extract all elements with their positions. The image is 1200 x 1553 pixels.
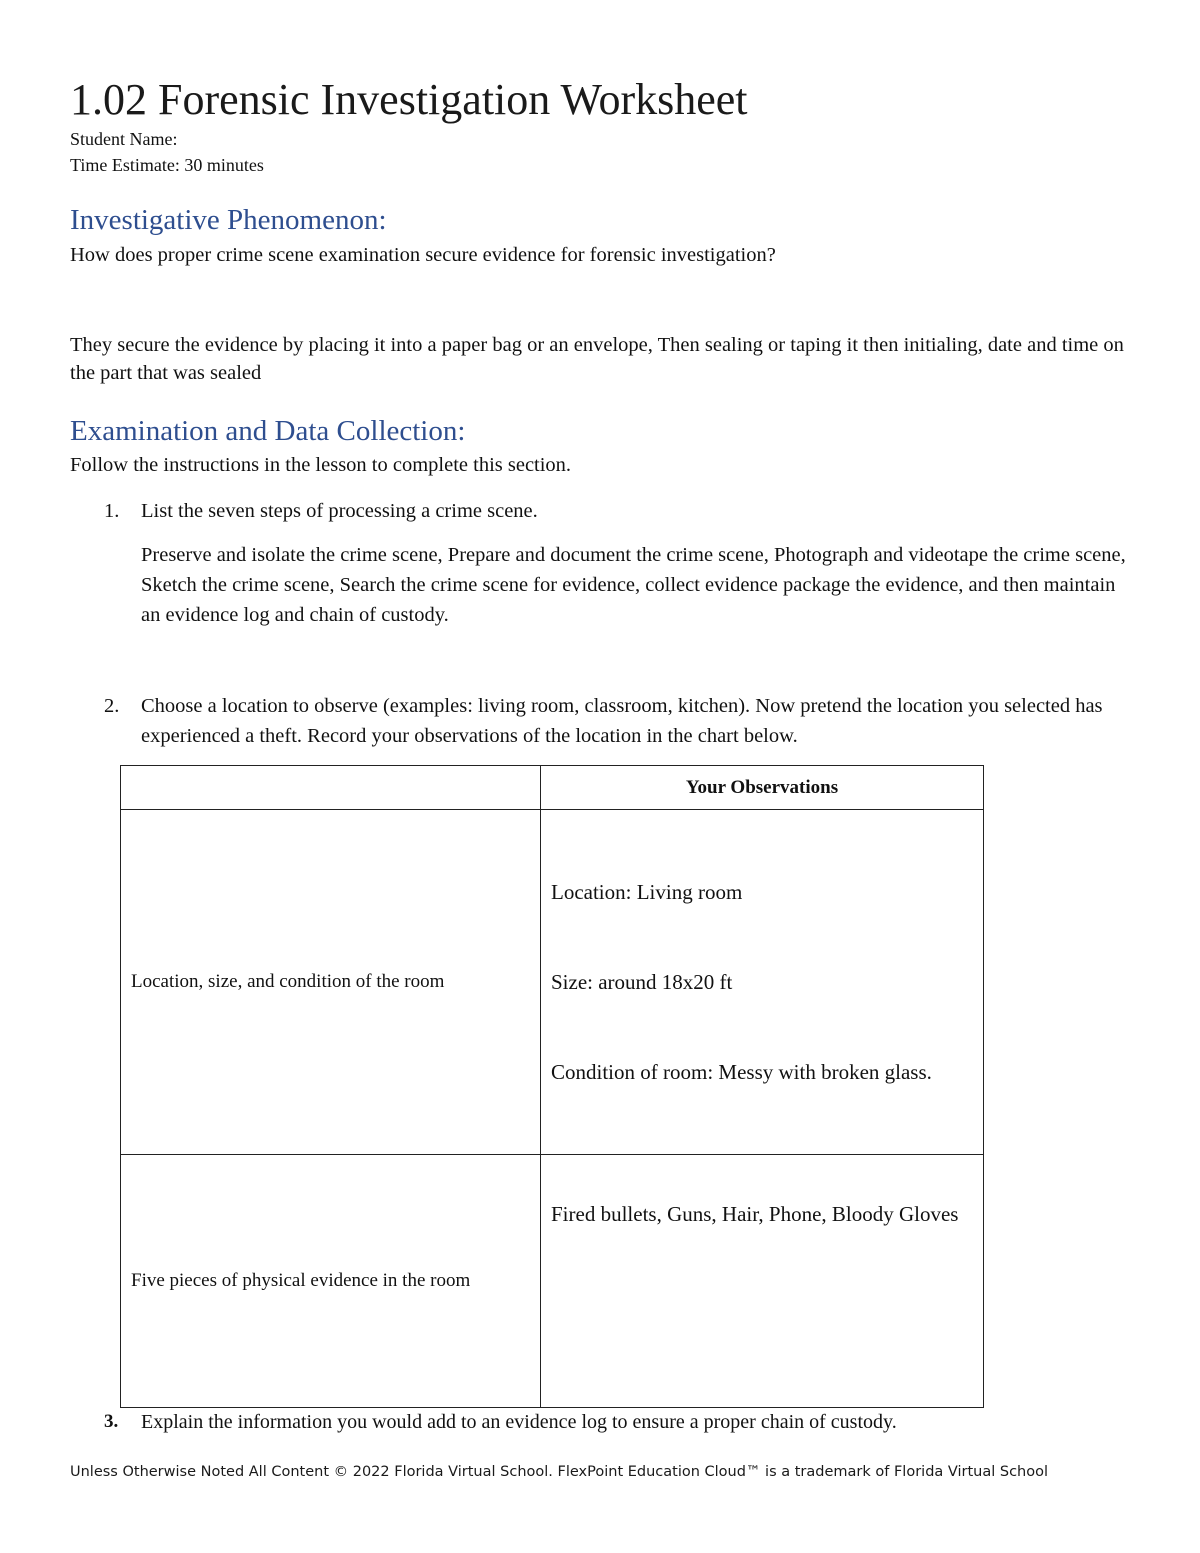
page-title: 1.02 Forensic Investigation Worksheet — [70, 75, 748, 124]
copyright-footer: Unless Otherwise Noted All Content © 2022 Florida Virtual School. FlexPoint Education Cloud™ is a trademark of Florida Virtual School — [70, 1464, 1049, 1480]
time-estimate: Time Estimate: 30 minutes — [70, 155, 264, 175]
observations-table — [120, 765, 984, 1408]
table-header-row — [121, 766, 984, 810]
item-1-number: 1. — [104, 500, 120, 522]
phenomenon-answer: They secure the evidence by placing it into a paper bag or an envelope, Then sealing or taping it then initialing, date and time on the part that was sealed — [70, 334, 1124, 384]
examination-instructions: Follow the instructions in the lesson to complete this section. — [70, 454, 572, 476]
row-label-room: Location, size, and condition of the room — [121, 810, 541, 1155]
examination-heading: Examination and Data Collection: — [70, 415, 466, 447]
item-3-number: 3. — [104, 1411, 119, 1432]
item-2-prompt: Choose a location to observe (examples: living room, classroom, kitchen). Now pretend the location you selected has experienced a theft. Record your observations of the location in the chart below. — [141, 695, 1103, 747]
table-header-observations: Your Observations — [541, 766, 984, 810]
observation-condition: Condition of room: Messy with broken glass. — [551, 1060, 932, 1084]
item-1-prompt: List the seven steps of processing a crime scene. — [141, 500, 538, 522]
table-header-blank — [121, 766, 541, 810]
observation-evidence-list: Fired bullets, Guns, Hair, Phone, Bloody Gloves — [551, 1202, 959, 1226]
table-row — [121, 810, 984, 1155]
row-label-evidence: Five pieces of physical evidence in the room — [121, 1155, 541, 1408]
student-name-label: Student Name: — [70, 129, 178, 149]
item-2-number: 2. — [104, 695, 120, 717]
observation-size: Size: around 18x20 ft — [551, 970, 733, 994]
observation-location: Location: Living room — [551, 880, 743, 904]
table-row — [121, 1155, 984, 1408]
observation-cell-evidence — [541, 1155, 984, 1408]
phenomenon-question: How does proper crime scene examination secure evidence for forensic investigation? — [70, 244, 776, 266]
item-1-answer: Preserve and isolate the crime scene, Prepare and document the crime scene, Photograph and videotape the crime scene, Sketch the crime scene, Search the crime scene for evidence, collect evidence package the evidence, and then maintain an evidence log and chain of custody. — [141, 544, 1126, 626]
observation-cell-room — [541, 810, 984, 1155]
item-3-prompt: Explain the information you would add to an evidence log to ensure a proper chain of custody. — [141, 1411, 897, 1433]
phenomenon-heading: Investigative Phenomenon: — [70, 204, 387, 236]
